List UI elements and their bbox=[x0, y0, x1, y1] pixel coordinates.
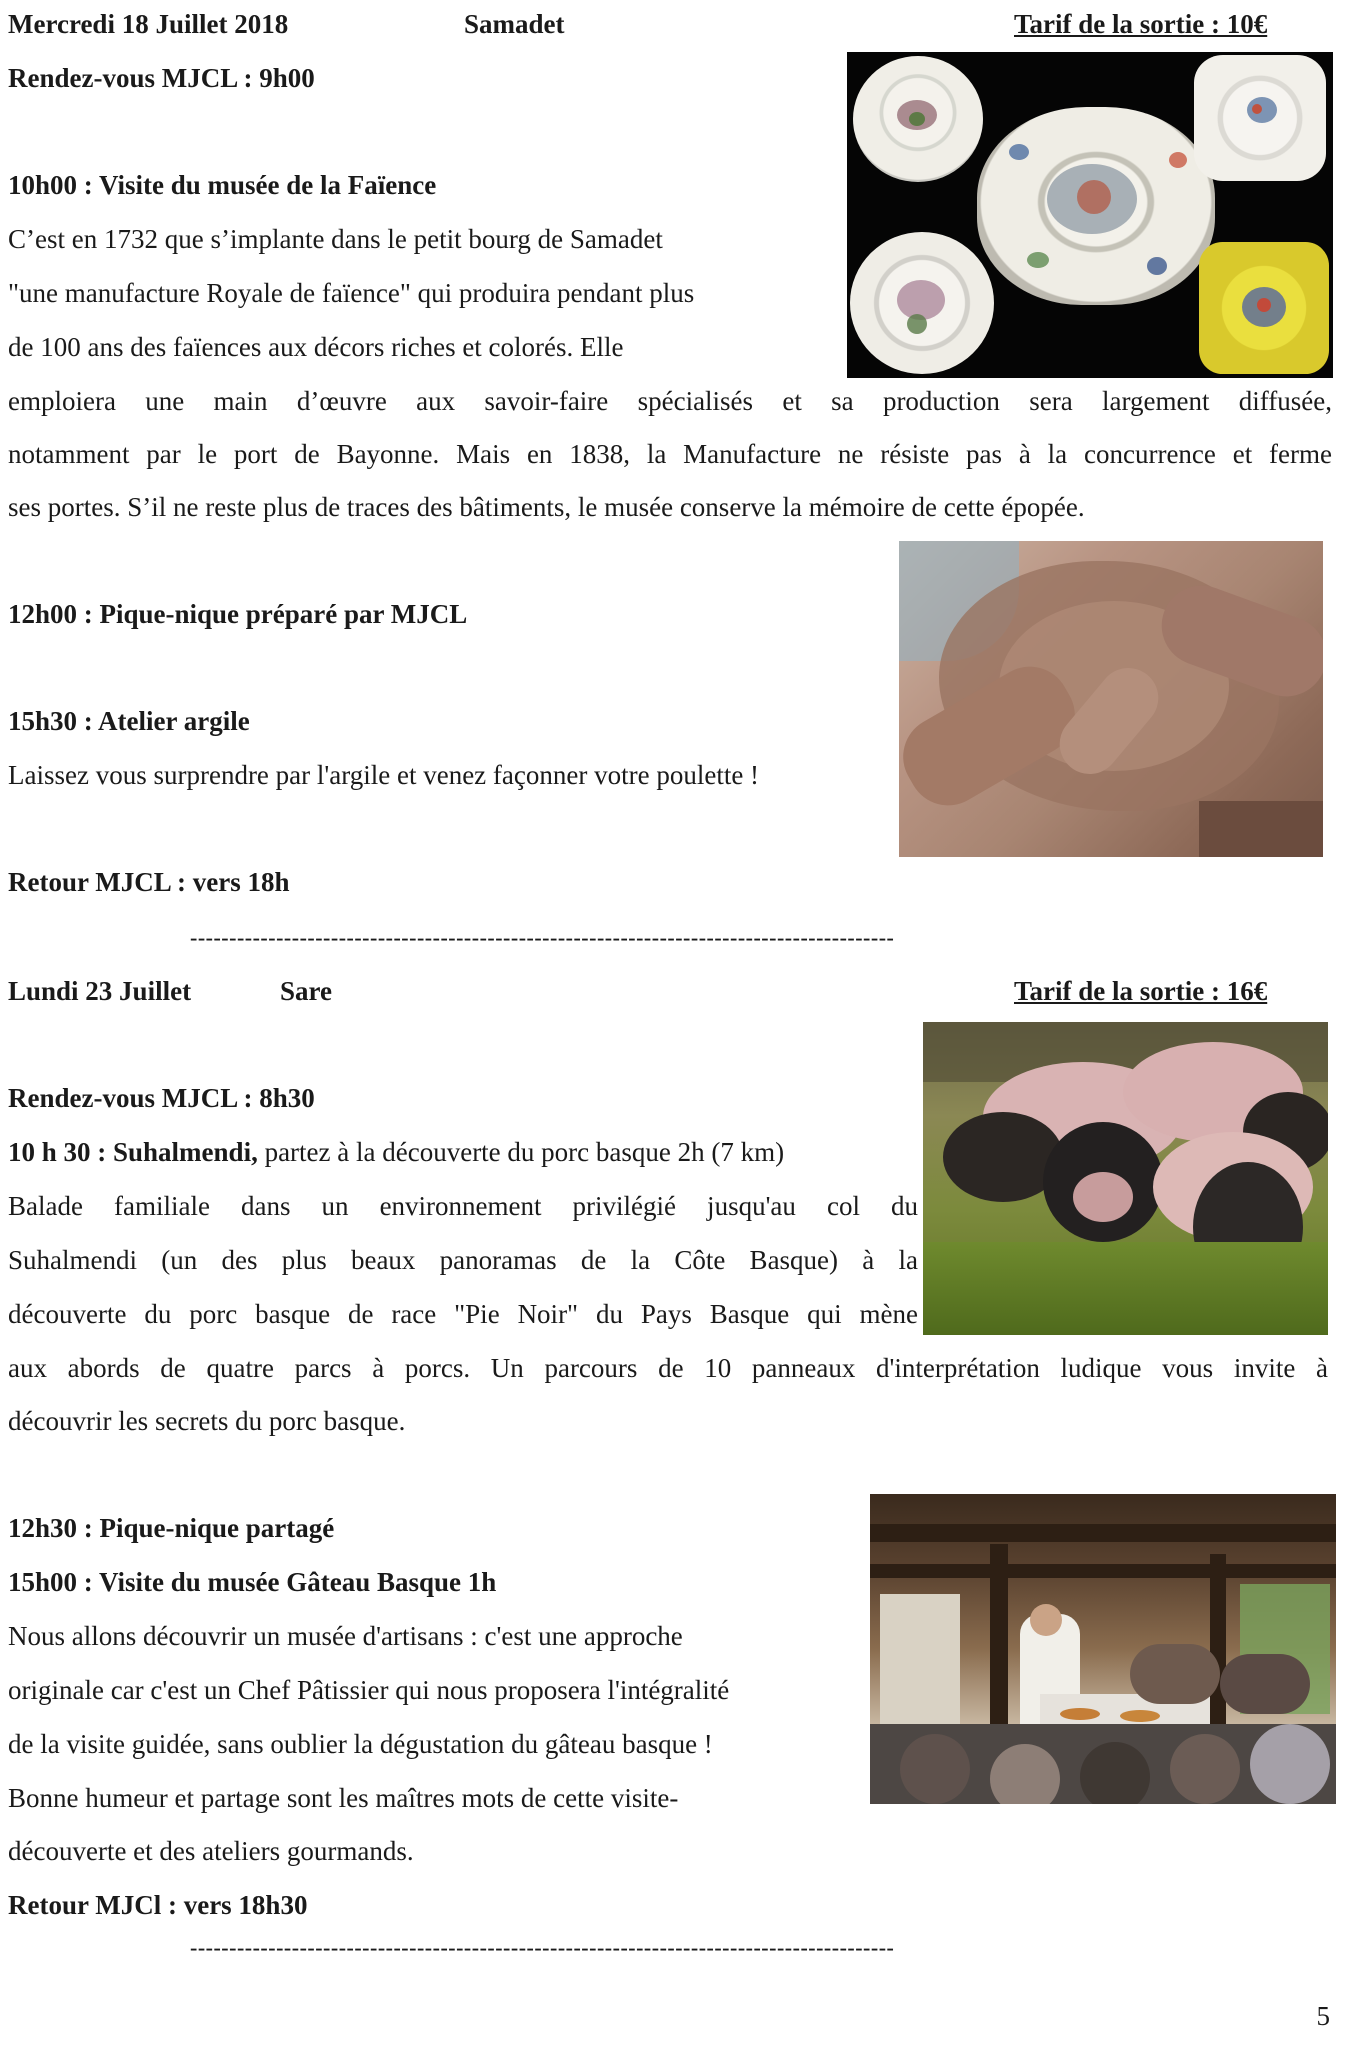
faience-plates-photo bbox=[847, 52, 1333, 378]
event2-hike-line: Balade familiale dans un environnement privilégié jusqu'au col du bbox=[8, 1191, 918, 1221]
basque-pigs-photo bbox=[923, 1022, 1328, 1335]
event2-museum-line: Bonne humeur et partage sont les maîtres mots de cette visite- bbox=[8, 1783, 679, 1813]
event1-visit-line: emploiera une main d’œuvre aux savoir-faire spécialisés et sa production sera largement diffusée, bbox=[8, 386, 1332, 416]
event1-visit-line: ses portes. S’il ne reste plus de traces des bâtiments, le musée conserve la mémoire de cette épopée. bbox=[8, 492, 1085, 522]
event1-price: Tarif de la sortie : 10€ bbox=[1014, 9, 1268, 39]
event1-visit-line: C’est en 1732 que s’implante dans le petit bourg de Samadet bbox=[8, 224, 663, 254]
event2-hike-line: aux abords de quatre parcs à porcs. Un parcours de 10 panneaux d'interprétation ludique vous invite à bbox=[8, 1353, 1328, 1383]
event2-picnic: 12h30 : Pique-nique partagé bbox=[8, 1513, 335, 1543]
event1-visit-line: de 100 ans des faïences aux décors riches et colorés. Elle bbox=[8, 332, 624, 362]
event2-hike-intro bbox=[8, 1132, 784, 1172]
event2-museum-title: 15h00 : Visite du musée Gâteau Basque 1h bbox=[8, 1567, 497, 1597]
event2-museum-line: de la visite guidée, sans oublier la dégustation du gâteau basque ! bbox=[8, 1729, 713, 1759]
event1-visit-line: notamment par le port de Bayonne. Mais en 1838, la Manufacture ne résiste pas à la concurrence et ferme bbox=[8, 439, 1332, 469]
event2-museum-line: originale car c'est un Chef Pâtissier qui nous proposera l'intégralité bbox=[8, 1675, 730, 1705]
event2-hike-title: 10 h 30 : Suhalmendi, bbox=[8, 1137, 258, 1167]
gateau-basque-museum-photo bbox=[870, 1494, 1336, 1804]
event1-date: Mercredi 18 Juillet 2018 bbox=[8, 9, 289, 39]
event2-hike-line: découvrir les secrets du porc basque. bbox=[8, 1406, 406, 1436]
section-separator: ------------------------------------------------------------------------------------------ bbox=[190, 1935, 895, 1960]
event2-museum-line: Nous allons découvrir un musée d'artisans : c'est une approche bbox=[8, 1621, 683, 1651]
event2-hike-rest: partez à la découverte du porc basque 2h (7 km) bbox=[257, 1137, 785, 1167]
clay-hands-photo bbox=[899, 541, 1323, 857]
event2-return: Retour MJCl : vers 18h30 bbox=[8, 1890, 308, 1920]
event1-workshop-title: 15h30 : Atelier argile bbox=[8, 706, 250, 736]
event2-place: Sare bbox=[280, 976, 332, 1006]
event2-date: Lundi 23 Juillet bbox=[8, 976, 192, 1006]
event2-hike-line: découverte du porc basque de race "Pie Noir" du Pays Basque qui mène bbox=[8, 1299, 918, 1329]
event2-price: Tarif de la sortie : 16€ bbox=[1014, 976, 1268, 1006]
event1-workshop-text: Laissez vous surprendre par l'argile et venez façonner votre poulette ! bbox=[8, 760, 760, 790]
event1-return: Retour MJCL : vers 18h bbox=[8, 867, 290, 897]
event1-place: Samadet bbox=[464, 9, 565, 39]
event1-meeting: Rendez-vous MJCL : 9h00 bbox=[8, 63, 315, 93]
event1-visit-line: "une manufacture Royale de faïence" qui produira pendant plus bbox=[8, 278, 695, 308]
event2-meeting: Rendez-vous MJCL : 8h30 bbox=[8, 1083, 315, 1113]
event1-visit-title: 10h00 : Visite du musée de la Faïence bbox=[8, 170, 437, 200]
page-number: 5 bbox=[1316, 2001, 1330, 2031]
section-separator: ------------------------------------------------------------------------------------------ bbox=[190, 925, 895, 950]
event2-hike-line: Suhalmendi (un des plus beaux panoramas de la Côte Basque) à la bbox=[8, 1245, 918, 1275]
event1-picnic: 12h00 : Pique-nique préparé par MJCL bbox=[8, 599, 468, 629]
event2-museum-line: découverte et des ateliers gourmands. bbox=[8, 1836, 414, 1866]
